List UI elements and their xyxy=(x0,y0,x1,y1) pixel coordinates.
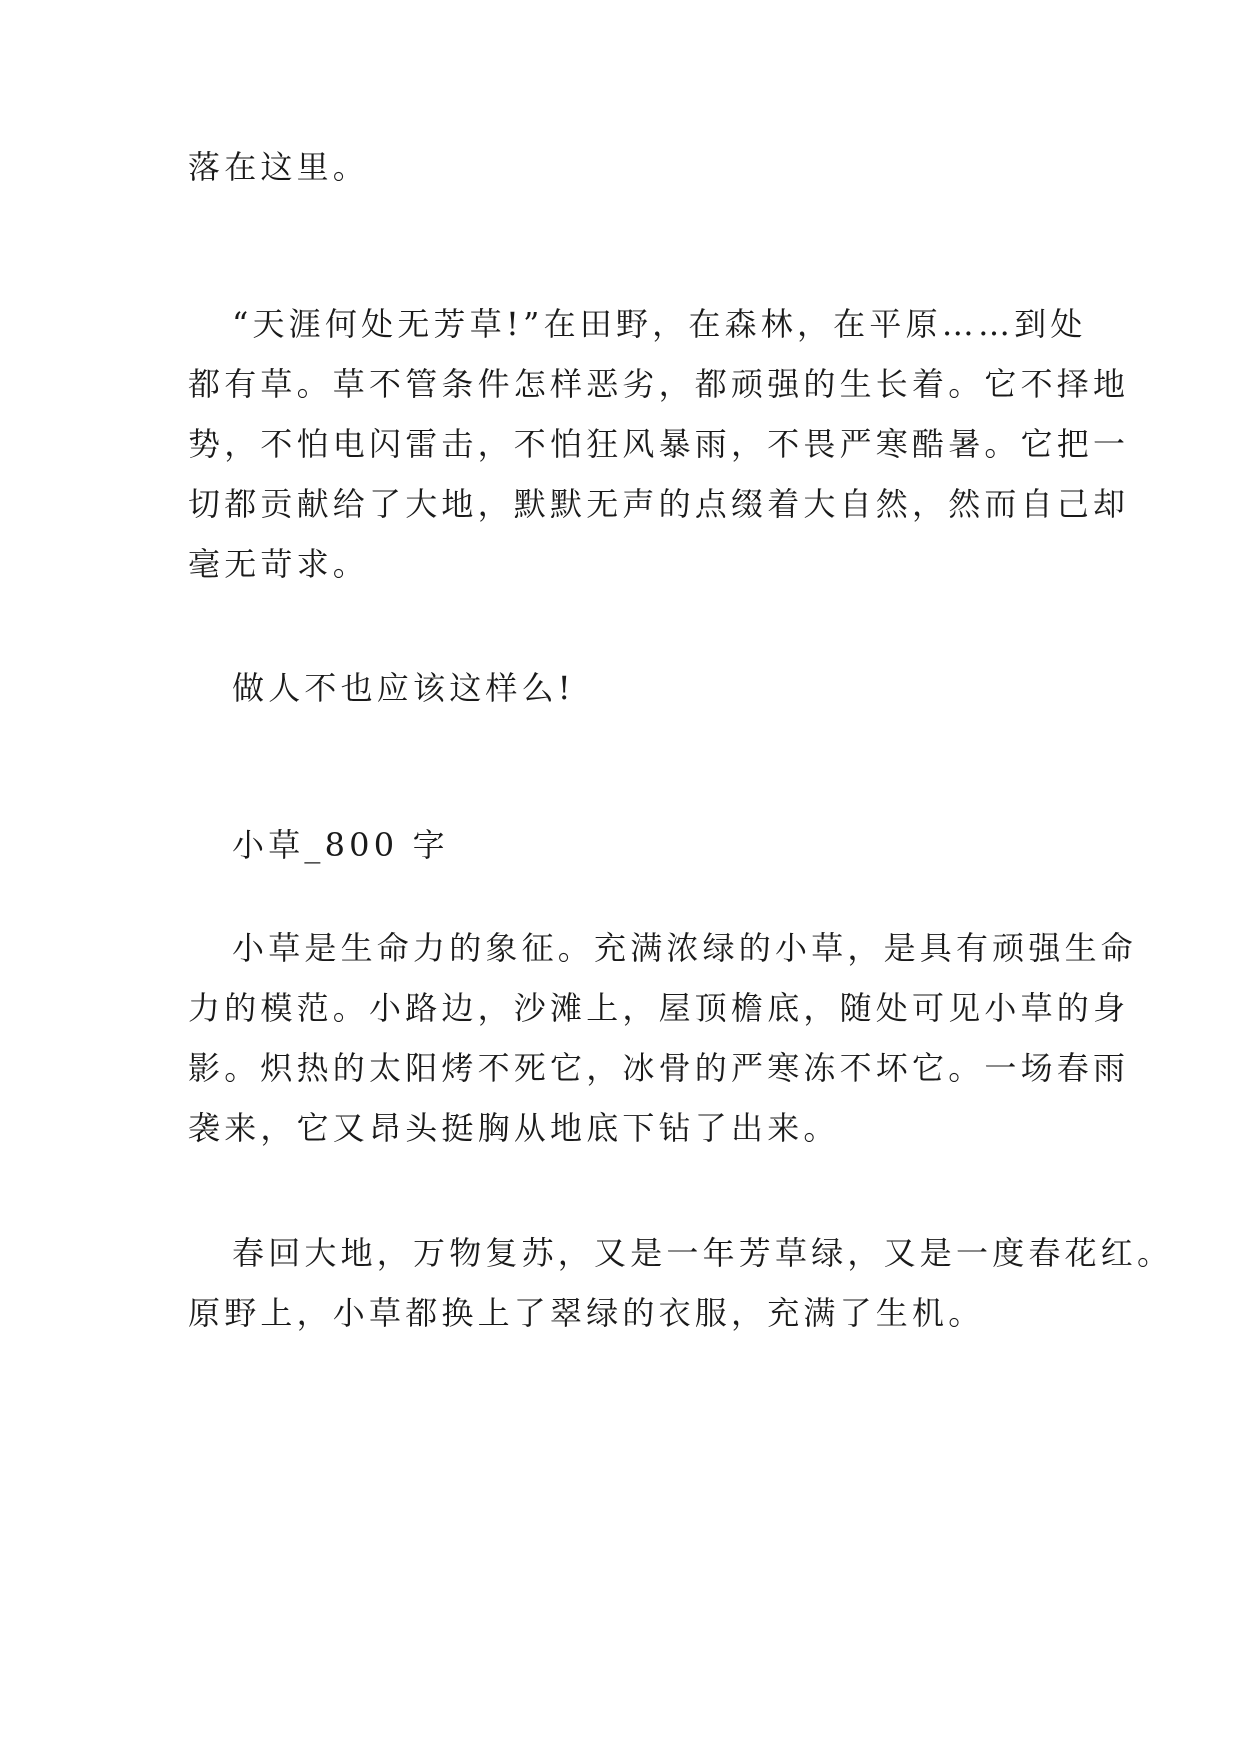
paragraph-spring xyxy=(188,1223,1174,1343)
text-line: 力的模范。小路边，沙滩上，屋顶檐底，随处可见小草的身 xyxy=(188,989,1130,1027)
text-line: 落在这里。 xyxy=(188,148,370,186)
paragraph-grass-everywhere xyxy=(188,294,1130,594)
text-line: 影。炽热的太阳烤不死它，冰骨的严寒冻不坏它。一场春雨 xyxy=(188,1049,1130,1087)
text-line: 春回大地，万物复苏，又是一年芳草绿，又是一度春花红。 xyxy=(232,1234,1174,1272)
text-line: 势，不怕电闪雷击，不怕狂风暴雨，不畏严寒酷暑。它把一 xyxy=(188,425,1130,463)
text-line: “天涯何处无芳草!”在田野，在森林，在平原……到处 xyxy=(232,305,1087,343)
text-line: 都有草。草不管条件怎样恶劣，都顽强的生长着。它不择地 xyxy=(188,365,1130,403)
paragraph-continuation xyxy=(188,137,1068,197)
paragraph-symbol-of-life xyxy=(188,918,1138,1158)
section-title xyxy=(188,815,1068,875)
text-line: 小草是生命力的象征。充满浓绿的小草，是具有顽强生命 xyxy=(232,929,1138,967)
text-line: 原野上，小草都换上了翠绿的衣服，充满了生机。 xyxy=(188,1294,985,1332)
text-line: 袭来，它又昂头挺胸从地底下钻了出来。 xyxy=(188,1109,840,1147)
text-line: 切都贡献给了大地，默默无声的点缀着大自然，然而自己却 xyxy=(188,485,1130,523)
text-line: 毫无苛求。 xyxy=(188,545,370,583)
paragraph-be-like-this xyxy=(188,658,1068,718)
text-line: 做人不也应该这样么! xyxy=(232,669,575,707)
text-line: 小草_800 字 xyxy=(232,826,449,864)
